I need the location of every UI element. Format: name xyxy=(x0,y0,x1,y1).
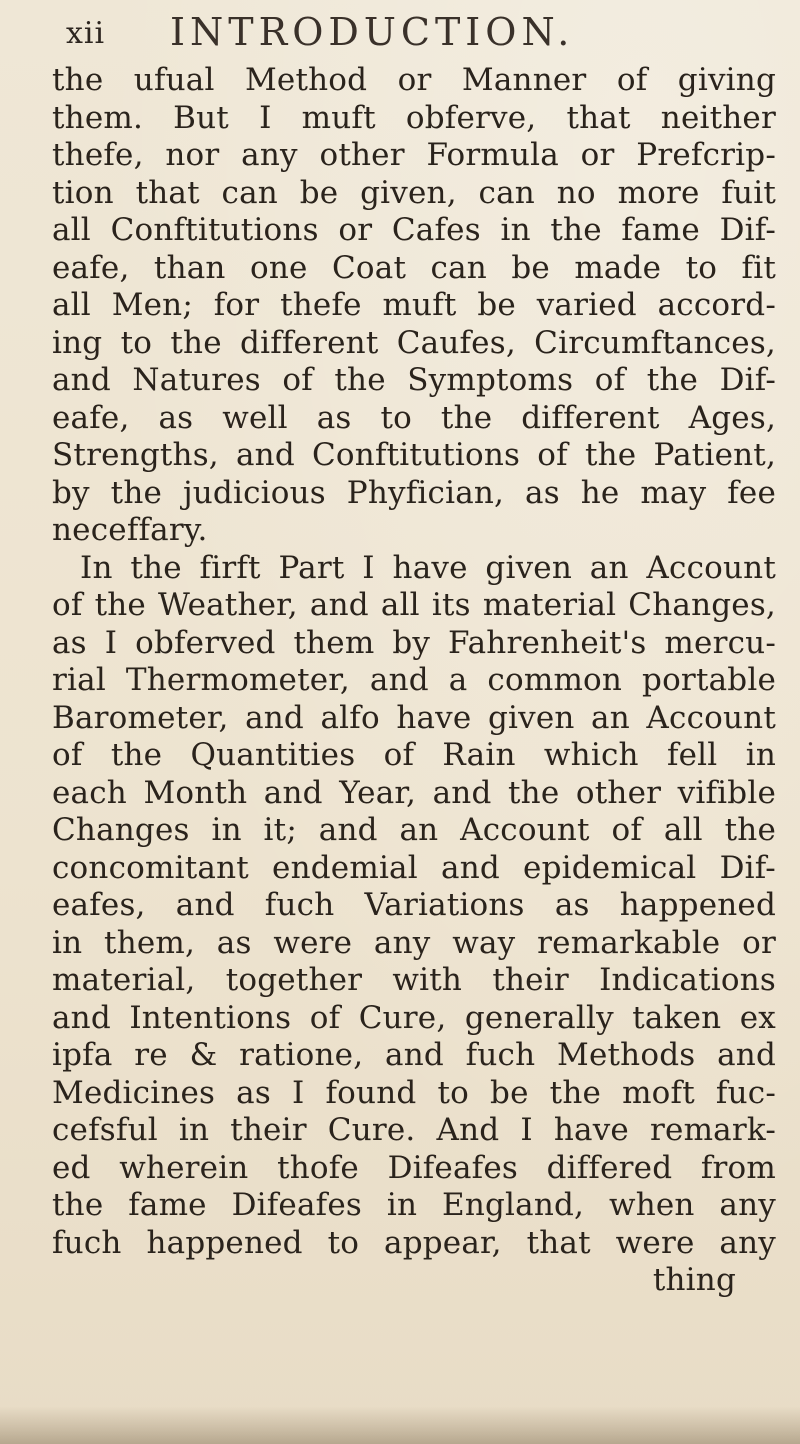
text-line: neceffary. xyxy=(52,512,208,548)
text-line: as I obferved them by Fahrenheit's mercu- xyxy=(52,624,776,661)
text-line: eafes, and fuch Variations as happened xyxy=(52,887,776,923)
page-header xyxy=(66,10,760,62)
body-text xyxy=(52,62,776,1300)
text-line: them. But I muft obferve, that neither xyxy=(52,99,776,136)
text-line: rial Thermometer, and a common portable xyxy=(52,662,776,698)
text-line: material, together with their Indications xyxy=(52,962,776,998)
text-line: the fame Difeafes in England, when any xyxy=(52,1187,776,1223)
text-line: fuch happened to appear, that were any xyxy=(52,1224,776,1261)
text-line: Changes in it; and an Account of all the xyxy=(52,812,776,848)
text-line: Strengths, and Conftitutions of the Patient, xyxy=(52,437,776,473)
page-number: xii xyxy=(66,16,106,51)
paragraph-start-line: In the firft Part I have given an Account xyxy=(80,549,776,586)
text-line: ipfa re & ratione, and fuch Methods and xyxy=(52,1037,776,1073)
text-line: of the Quantities of Rain which fell in xyxy=(52,737,776,773)
text-line: in them, as were any way remarkable or xyxy=(52,924,776,961)
text-line: eafe, than one Coat can be made to fit xyxy=(52,249,776,286)
text-line: and Intentions of Cure, generally taken ex xyxy=(52,999,776,1036)
text-line: of the Weather, and all its material Changes, xyxy=(52,587,776,623)
page-edge-shadow xyxy=(0,1406,800,1444)
text-line: cefsful in their Cure. And I have remark- xyxy=(52,1112,776,1148)
text-line: all Men; for thefe muft be varied accord- xyxy=(52,287,776,323)
catchword: thing xyxy=(652,1262,736,1298)
text-line: by the judicious Phyfician, as he may fee xyxy=(52,474,776,511)
text-line: eafe, as well as to the different Ages, xyxy=(52,399,776,436)
text-line: all Conftitutions or Cafes in the fame Dif- xyxy=(52,212,776,248)
text-line: Barometer, and alfo have given an Account xyxy=(52,699,776,736)
text-line: the ufual Method or Manner of giving xyxy=(52,62,776,98)
text-line: each Month and Year, and the other vifible xyxy=(52,774,776,811)
running-head: INTRODUCTION. xyxy=(170,10,575,54)
text-line: ed wherein thofe Difeafes differed from xyxy=(52,1149,776,1186)
text-line: concomitant endemial and epidemical Dif- xyxy=(52,849,776,886)
text-line: ing to the different Caufes, Circumftances, xyxy=(52,324,776,361)
text-line: Medicines as I found to be the moft fuc- xyxy=(52,1074,776,1111)
text-line: tion that can be given, can no more fuit xyxy=(52,174,776,211)
text-line: thefe, nor any other Formula or Prefcrip- xyxy=(52,137,776,173)
text-line: and Natures of the Symptoms of the Dif- xyxy=(52,362,776,398)
